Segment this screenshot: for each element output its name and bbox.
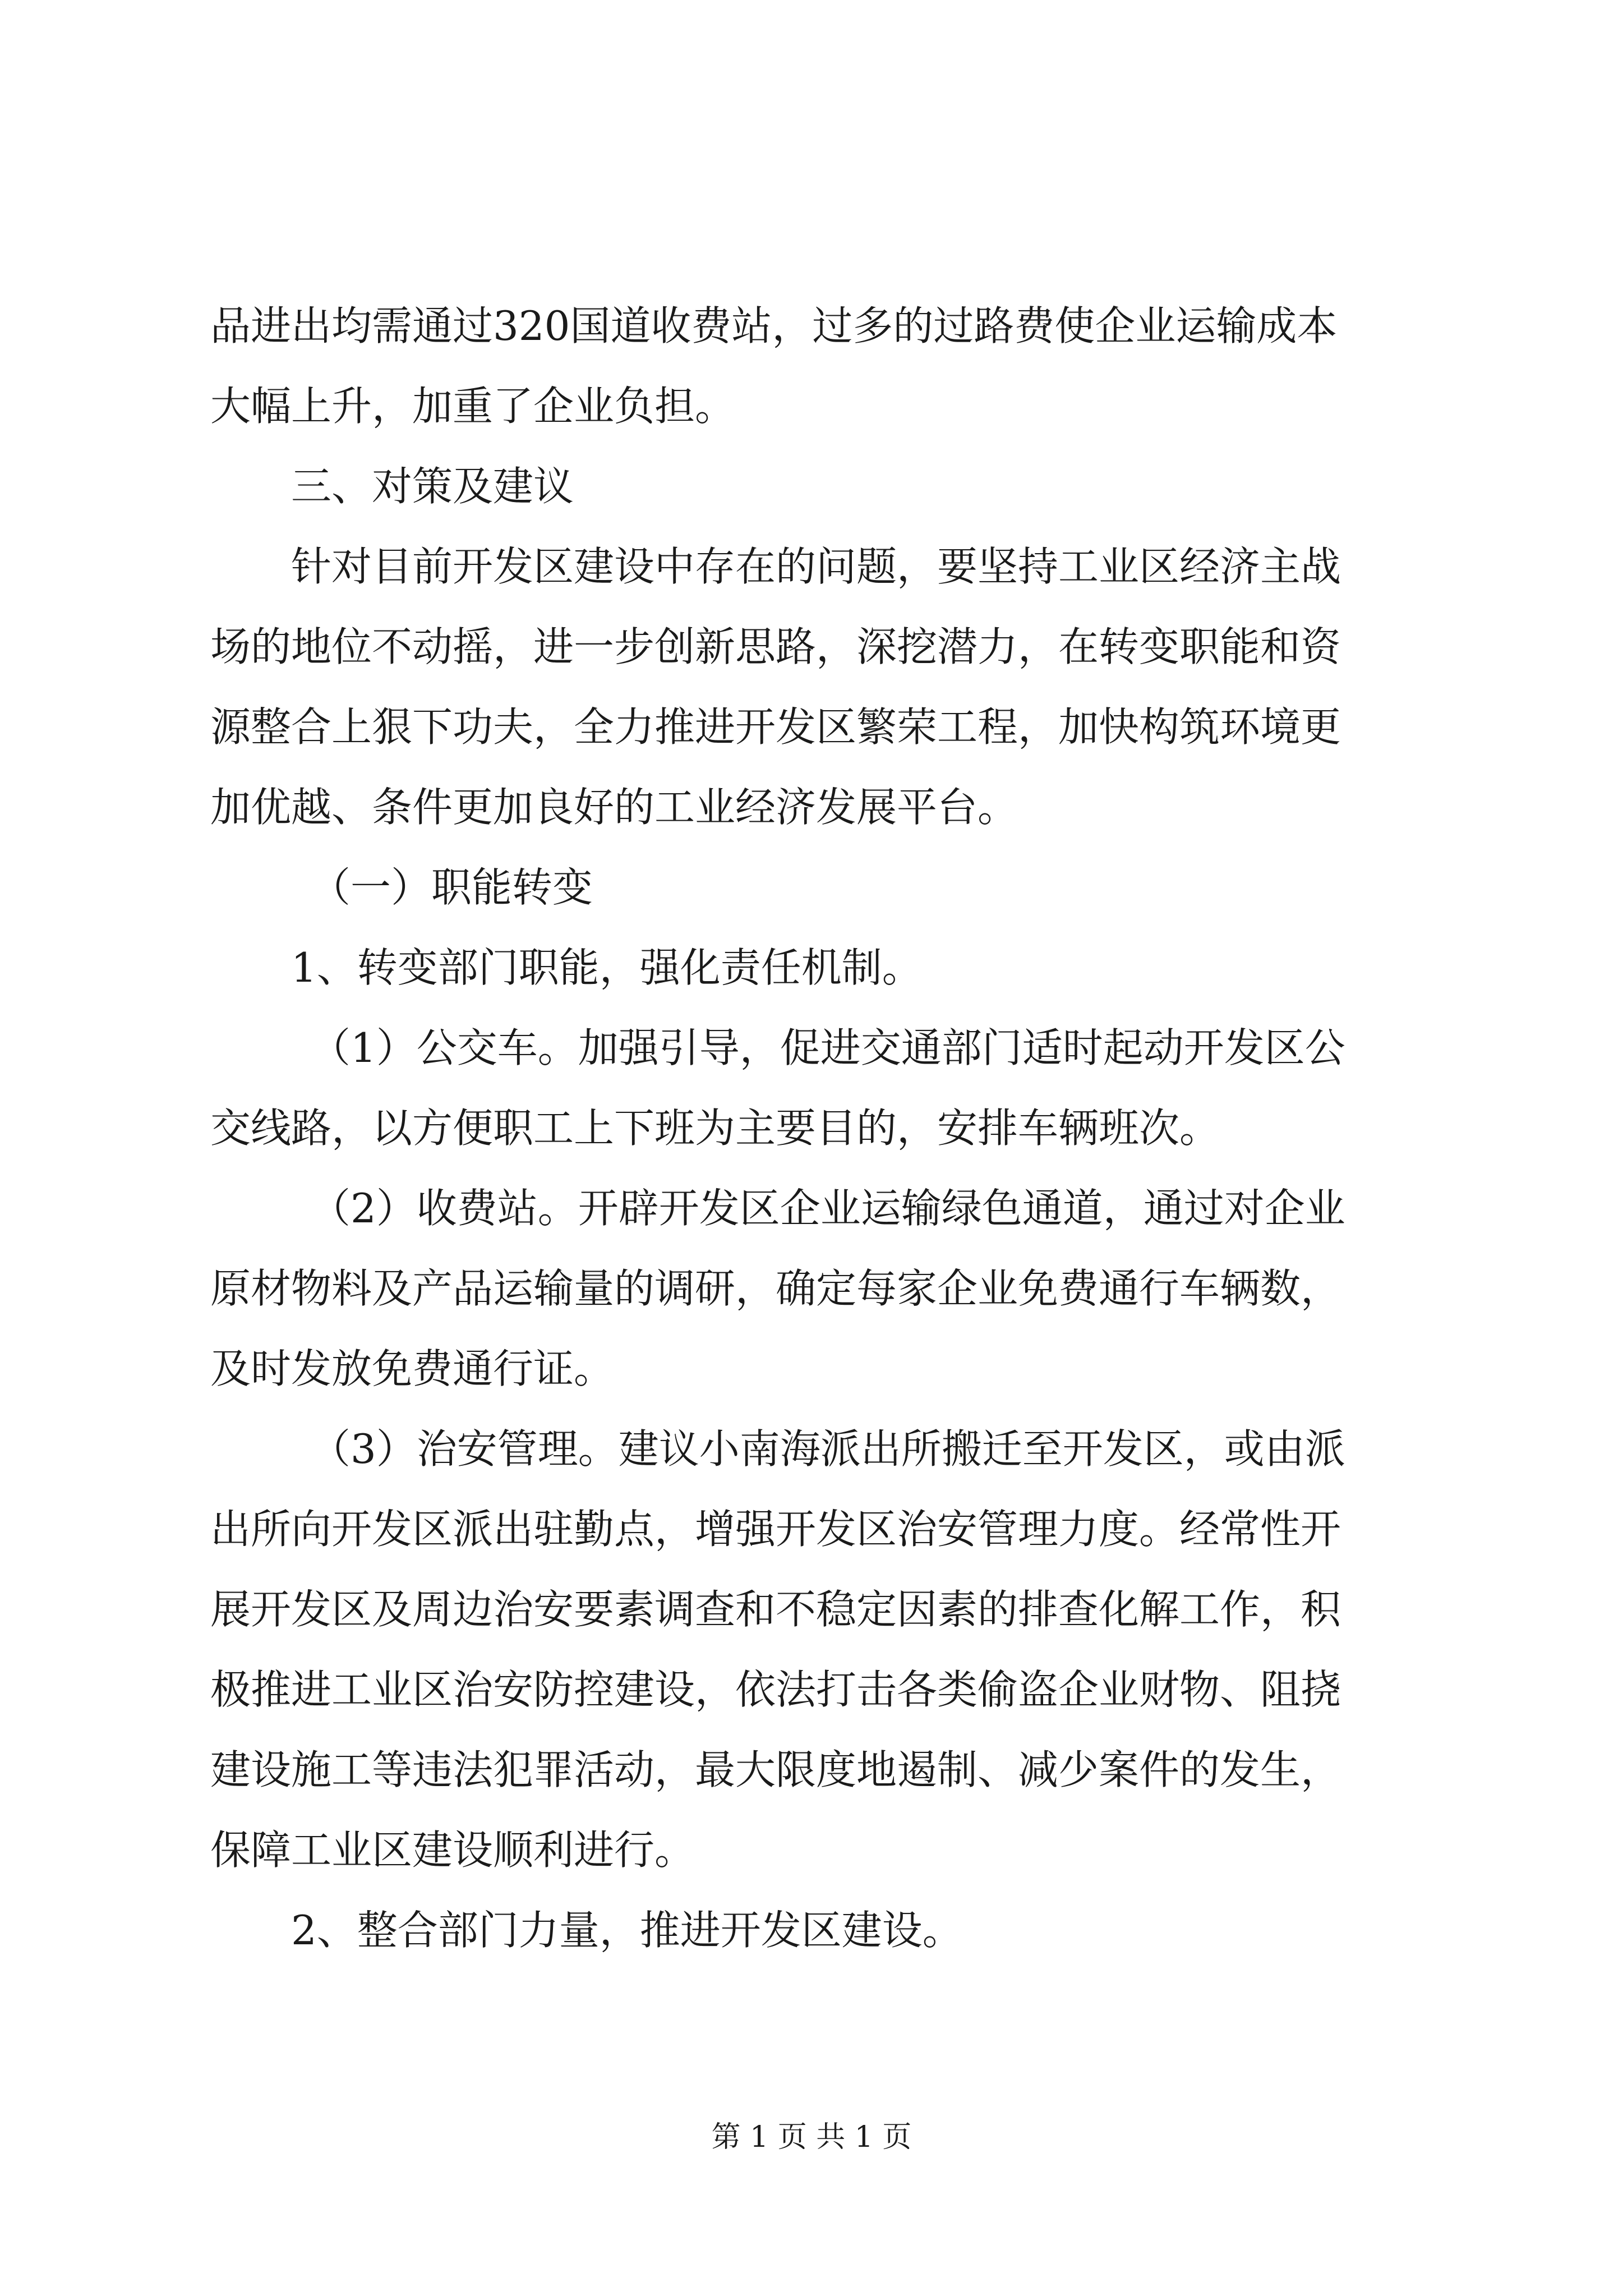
body-line: 加优越、条件更加良好的工业经济发展平台。	[210, 784, 1018, 831]
body-line: 保障工业区建设顺利进行。	[210, 1826, 695, 1874]
body-line: 品进出均需通过320国道收费站，过多的过路费使企业运输成本	[210, 302, 1338, 349]
body-line: 及时发放免费通行证。	[210, 1345, 615, 1392]
paragraph-start-line: （1）公交车。加强引导，促进交通部门适时起动开发区公	[310, 1024, 1345, 1071]
page-footer: 第 1 页 共 1 页	[711, 2120, 912, 2154]
body-line: 展开发区及周边治安要素调查和不稳定因素的排查化解工作，积	[210, 1586, 1341, 1633]
body-line: 源整合上狠下功夫，全力推进开发区繁荣工程，加快构筑环境更	[210, 703, 1341, 751]
body-line: 极推进工业区治安防控建设，依法打击各类偷盗企业财物、阻挠	[210, 1666, 1341, 1713]
body-line: 建设施工等违法犯罪活动，最大限度地遏制、减少案件的发生，	[210, 1746, 1341, 1793]
paragraph-start-line: 针对目前开发区建设中存在的问题，要坚持工业区经济主战	[291, 543, 1341, 590]
paragraph-start-line: （3）治安管理。建议小南海派出所搬迁至开发区，或由派	[310, 1425, 1345, 1473]
body-line: 场的地位不动摇，进一步创新思路，深挖潜力，在转变职能和资	[210, 623, 1341, 670]
item-heading: 2、整合部门力量，推进开发区建设。	[291, 1907, 963, 1954]
document-body	[210, 286, 1422, 1971]
subsection-heading: （一）职能转变	[310, 864, 593, 911]
body-line: 出所向开发区派出驻勤点，增强开发区治安管理力度。经常性开	[210, 1506, 1341, 1553]
body-line: 大幅上升，加重了企业负担。	[210, 383, 736, 430]
body-line: 交线路，以方便职工上下班为主要目的，安排车辆班次。	[210, 1105, 1220, 1152]
item-heading: 1、转变部门职能，强化责任机制。	[291, 944, 923, 991]
body-line: 原材物料及产品运输量的调研，确定每家企业免费通行车辆数，	[210, 1265, 1341, 1312]
paragraph-start-line: （2）收费站。开辟开发区企业运输绿色通道，通过对企业	[310, 1185, 1345, 1232]
section-heading: 三、对策及建议	[291, 463, 574, 510]
